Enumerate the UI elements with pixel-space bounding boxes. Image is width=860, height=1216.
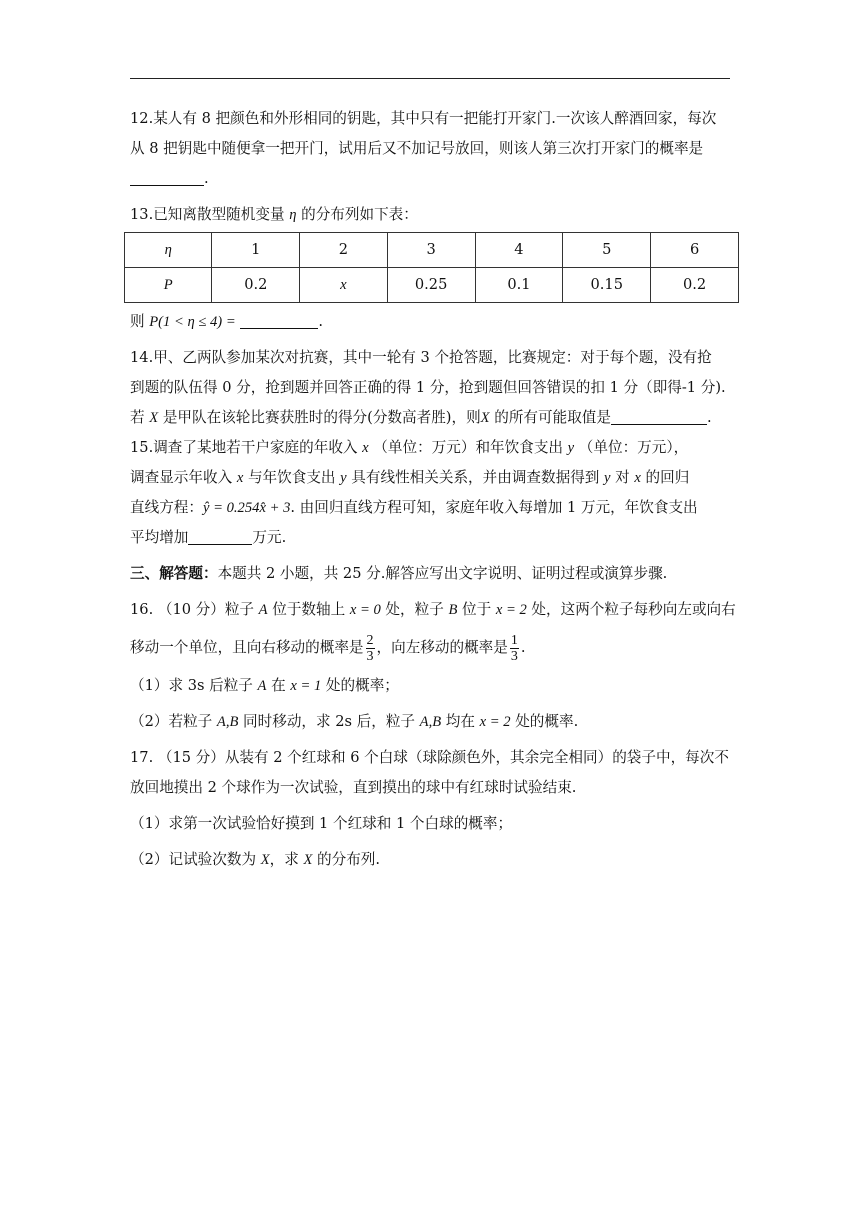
q16-line-2: 移动一个单位，且向右移动的概率是 $\frac{2}{3}$ ，向左移动的概率是 $\frac{1}{3}$ . — [130, 632, 526, 664]
table-row — [125, 233, 739, 268]
table-row — [125, 268, 739, 303]
table-cell: 4 — [475, 233, 563, 268]
table-cell: 5 — [563, 233, 651, 268]
q15-line-4: 平均增加 万元. — [130, 529, 287, 546]
answer-blank — [130, 169, 204, 186]
table-prob-label: P — [163, 277, 173, 293]
exam-page — [130, 104, 736, 875]
table-header-label: η — [164, 242, 172, 258]
q13-intro: 13.已知离散型随机变量 η 的分布列如下表： — [130, 206, 418, 223]
table-cell: 0.25 — [387, 268, 475, 303]
table-cell: x — [340, 277, 347, 293]
question-16 — [130, 595, 736, 737]
q16-part-2: （2）若粒子 A,B 同时移动，求 2s 后，粒子 A,B 均在 x = 2 处的概率. — [130, 713, 579, 730]
question-12 — [130, 104, 730, 194]
table-cell: 3 — [387, 233, 475, 268]
question-17 — [130, 743, 730, 875]
table-cell: 0.1 — [475, 268, 563, 303]
q14-line-2: 到题的队伍得 0 分，抢到题并回答正确的得 1 分，抢到题但回答错误的扣 1 分（即得-1 分). — [130, 379, 726, 396]
question-13 — [130, 200, 730, 337]
fraction-one-third: $\frac{1}{3}$ — [510, 632, 518, 664]
answer-blank — [240, 312, 318, 329]
answer-blank — [188, 528, 252, 545]
table-cell: 2 — [300, 233, 387, 268]
table-cell: 0.2 — [651, 268, 739, 303]
q15-line-2: 调查显示年收入 x 与年饮食支出 y 具有线性相关关系，并由调查数据得到 y 对 x 的回归 — [130, 469, 690, 486]
q17-part-2: （2）记试验次数为 X，求 X 的分布列. — [130, 851, 381, 868]
table-cell: 0.2 — [212, 268, 300, 303]
q17-line-2: 放回地摸出 2 个球作为一次试验，直到摸出的球中有红球时试验结束. — [130, 779, 577, 796]
section-heading: 三、解答题：本题共 2 小题，共 25 分.解答应写出文字说明、证明过程或演算步骤. — [130, 565, 668, 582]
q17-part-1: （1）求第一次试验恰好摸到 1 个红球和 1 个白球的概率； — [130, 815, 513, 832]
q15-line-1: 15.调查了某地若干户家庭的年收入 x （单位：万元）和年饮食支出 y （单位：万元）， — [130, 439, 689, 456]
table-cell: 6 — [651, 233, 739, 268]
q15-line-3: 直线方程：ŷ = 0.254x̂ + 3. 由回归直线方程可知，家庭年收入每增加 1 万元，年饮食支出 — [130, 499, 698, 516]
question-15 — [130, 433, 730, 553]
q16-line-1: 16. （10 分）粒子 A 位于数轴上 x = 0 处，粒子 B 位于 x = 2 处，这两个粒子每秒向左或向右 — [130, 601, 736, 618]
q12-line-2: 从 8 把钥匙中随便拿一把开门，试用后又不加记号放回，则该人第三次打开家门的概率是 — [130, 140, 704, 157]
q14-line-1: 14.甲、乙两队参加某次对抗赛，其中一轮有 3 个抢答题，比赛规定：对于每个题，没有抢 — [130, 349, 712, 366]
answer-blank — [611, 408, 707, 425]
q13-ask: 则 P(1 < η ≤ 4) = . — [130, 313, 323, 330]
fraction-two-thirds: $\frac{2}{3}$ — [366, 632, 374, 664]
table-cell: 0.15 — [563, 268, 651, 303]
table-cell: 1 — [212, 233, 300, 268]
question-14 — [130, 343, 730, 433]
q17-line-1: 17. （15 分）从装有 2 个红球和 6 个白球（球除颜色外，其余完全相同）的袋子中，每次不 — [130, 749, 729, 766]
distribution-table — [124, 232, 739, 303]
q12-line-1: 12.某人有 8 把颜色和外形相同的钥匙，其中只有一把能打开家门.一次该人醉酒回家，每次 — [130, 110, 717, 127]
header-rule — [130, 78, 730, 79]
q16-part-1: （1）求 3s 后粒子 A 在 x = 1 处的概率； — [130, 677, 399, 694]
q14-line-3: 若 X 是甲队在该轮比赛获胜时的得分(分数高者胜)，则X 的所有可能取值是 . — [130, 409, 712, 426]
regression-equation: ŷ = 0.254x̂ + 3 — [202, 500, 291, 516]
q12-line-3: . — [130, 164, 730, 194]
